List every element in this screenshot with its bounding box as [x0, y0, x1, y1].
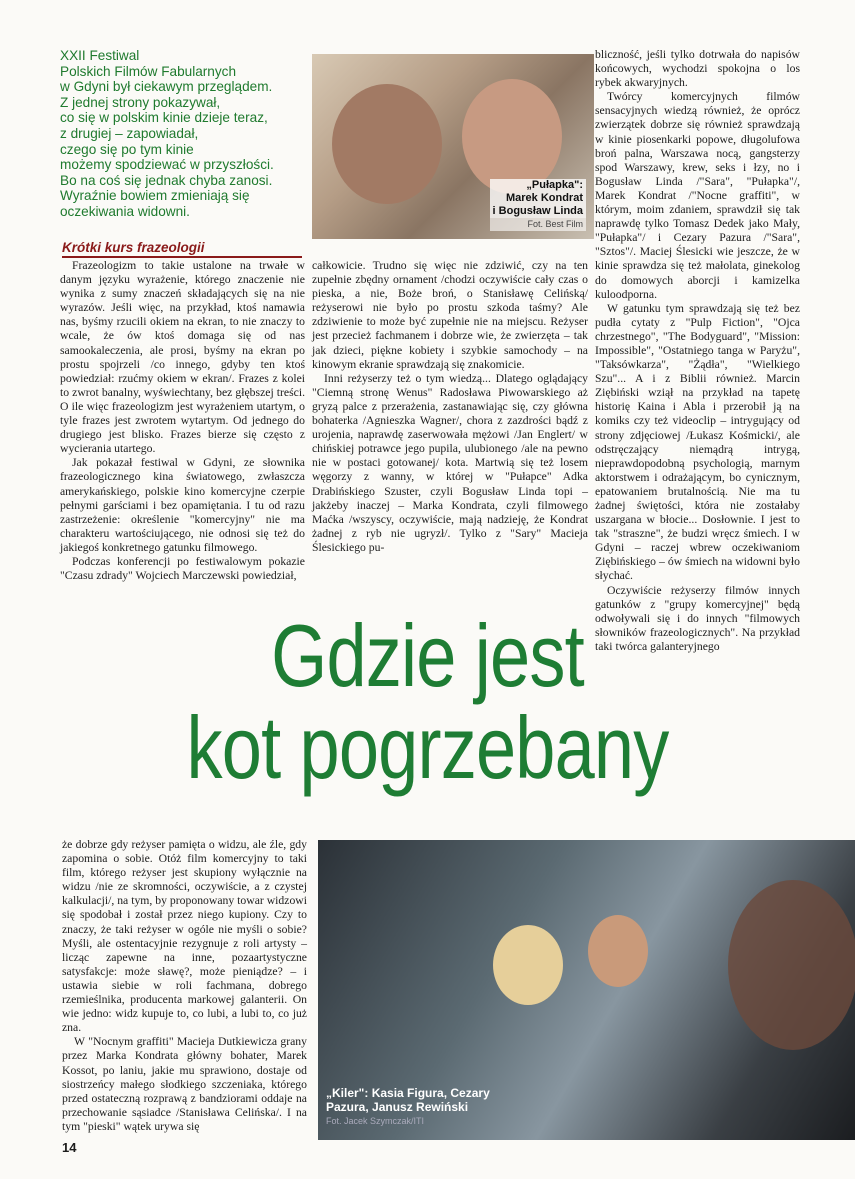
paragraph: Podczas konferencji po festiwalowym pokazie "Czasu zdrady" Wojciech Marczewski powiedział, [60, 554, 305, 583]
caption-line: Marek Kondrat [490, 192, 586, 205]
section-title: Krótki kurs frazeologii [62, 240, 302, 258]
figure-shape [588, 915, 648, 987]
paragraph: W "Nocnym graffiti" Macieja Dutkiewicza grany przez Marka Kondrata główny bohater, Marek Kossot, po laniu, jakie mu sprawiono, dostaje od siostrzeńcy małego słodkiego szczeniaka, którego przed ostateczną rozprawą z bandziorami oddaje na przechowanie sąsiadce /Stanisława Celińska/. I na tym "pieski" wątek urywa się [62, 1035, 307, 1133]
paragraph: że dobrze gdy reżyser pamięta o widzu, ale źle, gdy zapomina o sobie. Otóż film komercyjny to taki film, którego reżyser jest skupiony wyłącznie na widzu /nie ze skromności, oczywiście, a z czystej kalkulacji/, na tym, by proponowany towar widzowi się spodobał i został przez niego kupiony. Czy to znaczy, że taki reżyser w ogóle nie myśli o sobie? Myśli, ale ostentacyjnie rezygnuje z roli artysty – licząc zapewne na inne, pozaartystyczne satysfakcje: może sławę?, może pieniądze? – i ustawia siebie w roli fachmana, dobrego rzemieślnika, producenta markowej galanterii. On wie jedno: widz kupuje to, co lubi, a lubi to, co już zna. [62, 838, 307, 1035]
caption-line: „Kiler": Kasia Figura, Cezary [326, 1086, 490, 1100]
caption-line: „Pułapka": [490, 179, 586, 192]
paragraph: bliczność, jeśli tylko dotrwała do napisów końcowych, wychodzi spokojna o los rybek akwaryjnych. [595, 48, 800, 90]
column-1 [60, 259, 305, 583]
caption-line: Pazura, Janusz Rewiński [326, 1100, 469, 1114]
figure-shape [728, 880, 855, 1050]
paragraph: całkowicie. Trudno się więc nie zdziwić, czy na ten zupełnie zbędny ornament /chodzi oczywiście cały czas o pieska, a nie, Boże broń, o Stanisławę Celińską/ reżyserowi nie było po prostu szkoda taśmy? Ale zdziwienie to może być zupełnie nie na miejscu. Reżyser jest przecież fachmanem i dobrze wie, że zwierzęta – tak jak dzieci, piękne kobiety i szybkie samochody – na kinowym ekranie sprawdzają się znakomicie. [312, 259, 588, 371]
photo-caption [490, 179, 586, 231]
column-3 [595, 48, 800, 654]
photo-credit: Fot. Best Film [490, 218, 586, 231]
headline-line: kot pogrzebany [186, 698, 669, 797]
lead-paragraph: XXII Festiwal Polskich Filmów Fabularnych w Gdyni był ciekawym przeglądem. Z jednej strony pokazywał, co się w polskim kinie dzieje teraz, z drugiej – zapowiadał, czego się po tym kinie możemy spodziewać w przyszłości. Bo na coś się jednak chyba zanosi. Wyraźnie bowiem zmieniają się oczekiwania widowni. [60, 48, 274, 219]
photo-kiler [318, 840, 855, 1140]
photo-credit: Fot. Jacek Szymczak/ITI [326, 1116, 425, 1126]
page-number: 14 [62, 1140, 77, 1155]
column-2 [312, 259, 588, 555]
caption-line: i Bogusław Linda [490, 205, 586, 218]
paragraph: Frazeologizm to takie ustalone na trwałe w danym języku wyrażenie, którego znaczenie nie wynika z sumy znaczeń składających się na nie wyrazów. Jeśli więc, na przykład, ktoś namawia nas, byśmy rzucili okiem na ekran, to nie znaczy to wcale, że ów ktoś domaga się od nas samookaleczenia, ale prosi, byśmy na ekran po prostu spojrzeli /co innego, gdyby ten ktoś powiedział: rzućmy okiem w ekran/. Frazes z kolei to zwrot banalny, wyświechtany, bez głębszej treści. O ile więc frazeologizm jest wyrażeniem utartym, o tyle frazes jest zwrotem wytartym. Od jednego do drugiego jest blisko. Frazes bierze się często z wycierania utartego. [60, 259, 305, 456]
figure-shape [493, 925, 563, 1005]
paragraph: W gatunku tym sprawdzają się też bez pudła cytaty z "Pulp Fiction", "Ojca chrzestnego", "The Bodyguard", "Mission: Impossible", "Ostatniego tanga w Paryżu", "Taksówkarza", "Żądła", "Wielkiego Szu"... A i z Biblii również. Marcin Ziębiński wziął na przykład na tapetę historię Kaina i Abla i przerobił ją na komiks czy też videoclip – intrygujący od strony zdjęciowej /Łukasz Kośmicki/, ale odstręczający niemądrą intrygą, nieprawdopodobną psychologią, marnym aktorstwem i odrażającym, bo cynicznym, epatowaniem brutalnością. Nie ma tu żadnej świętości, która nie zostałaby uszargana w błocie... Dosłownie. I jest to tak "straszne", że budzi wręcz śmiech. I w Gdyni – raczej wbrew oczekiwaniom Ziębińskiego – ów śmiech na widowni było słychać. [595, 301, 800, 583]
headline-line: Gdzie jest [271, 606, 584, 705]
paragraph: Twórcy komercyjnych filmów sensacyjnych wiedzą również, że oprócz zwierzątek dobrze się również sprawdzają w kinie piosenkarki popowe, długolufowa broń palna, Warszawa nocą, gangsterzy spod Warszawy, krew, seks i łzy, no i Bogusław Linda /"Sara", "Pułapka"/, Marek Kondrat /"Nocne graffiti", w którym, moim zdaniem, sprawdził się tak naprawdę tylko Tomasz Dedek jako Mały, "Pułapka"/ i Cezary Pazura /"Sara", "Sztos"/. Maciej Ślesicki wie jeszcze, że w kinie sprawdza się też małolata, ginekolog do domowych aborcji i kamizelka kuloodporna. [595, 90, 800, 301]
paragraph: Jak pokazał festiwal w Gdyni, ze słownika frazeologicznego kina światowego, zwłaszcza amerykańskiego, polskie kino komercyjne czerpie pełnymi garściami i bez opamiętania. I tu od razu zastrzeżenie: określenie "komercyjny" nie ma charakteru wartościującego, nie odnosi się też do jakiegoś konkretnego gatunku filmowego. [60, 456, 305, 554]
headline [77, 606, 778, 797]
figure-shape [462, 79, 562, 194]
photo-pulapka [312, 54, 594, 239]
column-4 [62, 838, 307, 1134]
paragraph: Inni reżyserzy też o tym wiedzą... Dlatego oglądający "Ciemną stronę Wenus" Radosława Piwowarskiego aż gryzą palce z przerażenia, zastanawiając się, czy główna bohaterka /Agnieszka Wagner/, chora z zazdrości bądź z urojenia, naprawdę zaserwowała mężowi /Jan Englert/ w chińskiej potrawce jego pupila, ulubionego /ale na pewno nie w postaci gotowanej/ kota. Martwią się też losem węgorzy z wanny, w której w "Pułapce" Adka Drabińskiego Szuster, czyli Bogusław Linda topi – jakżeby inaczej – Marka Kondrata, czyli filmowego Maćka /wszyscy, oczywiście, mają nadzieję, że Kondrat żadnej z ryb nie ugryzł/. Tylko z "Sary" Macieja Ślesickiego pu- [312, 371, 588, 554]
photo-caption [326, 1086, 490, 1128]
figure-shape [332, 84, 442, 204]
paragraph: Oczywiście reżyserzy filmów innych gatunków z "grupy komercyjnej" będą odwoływali się i do innych "filmowych słowników frazeologicznych". Na przykład taki twórca galanteryjnego [595, 583, 800, 653]
